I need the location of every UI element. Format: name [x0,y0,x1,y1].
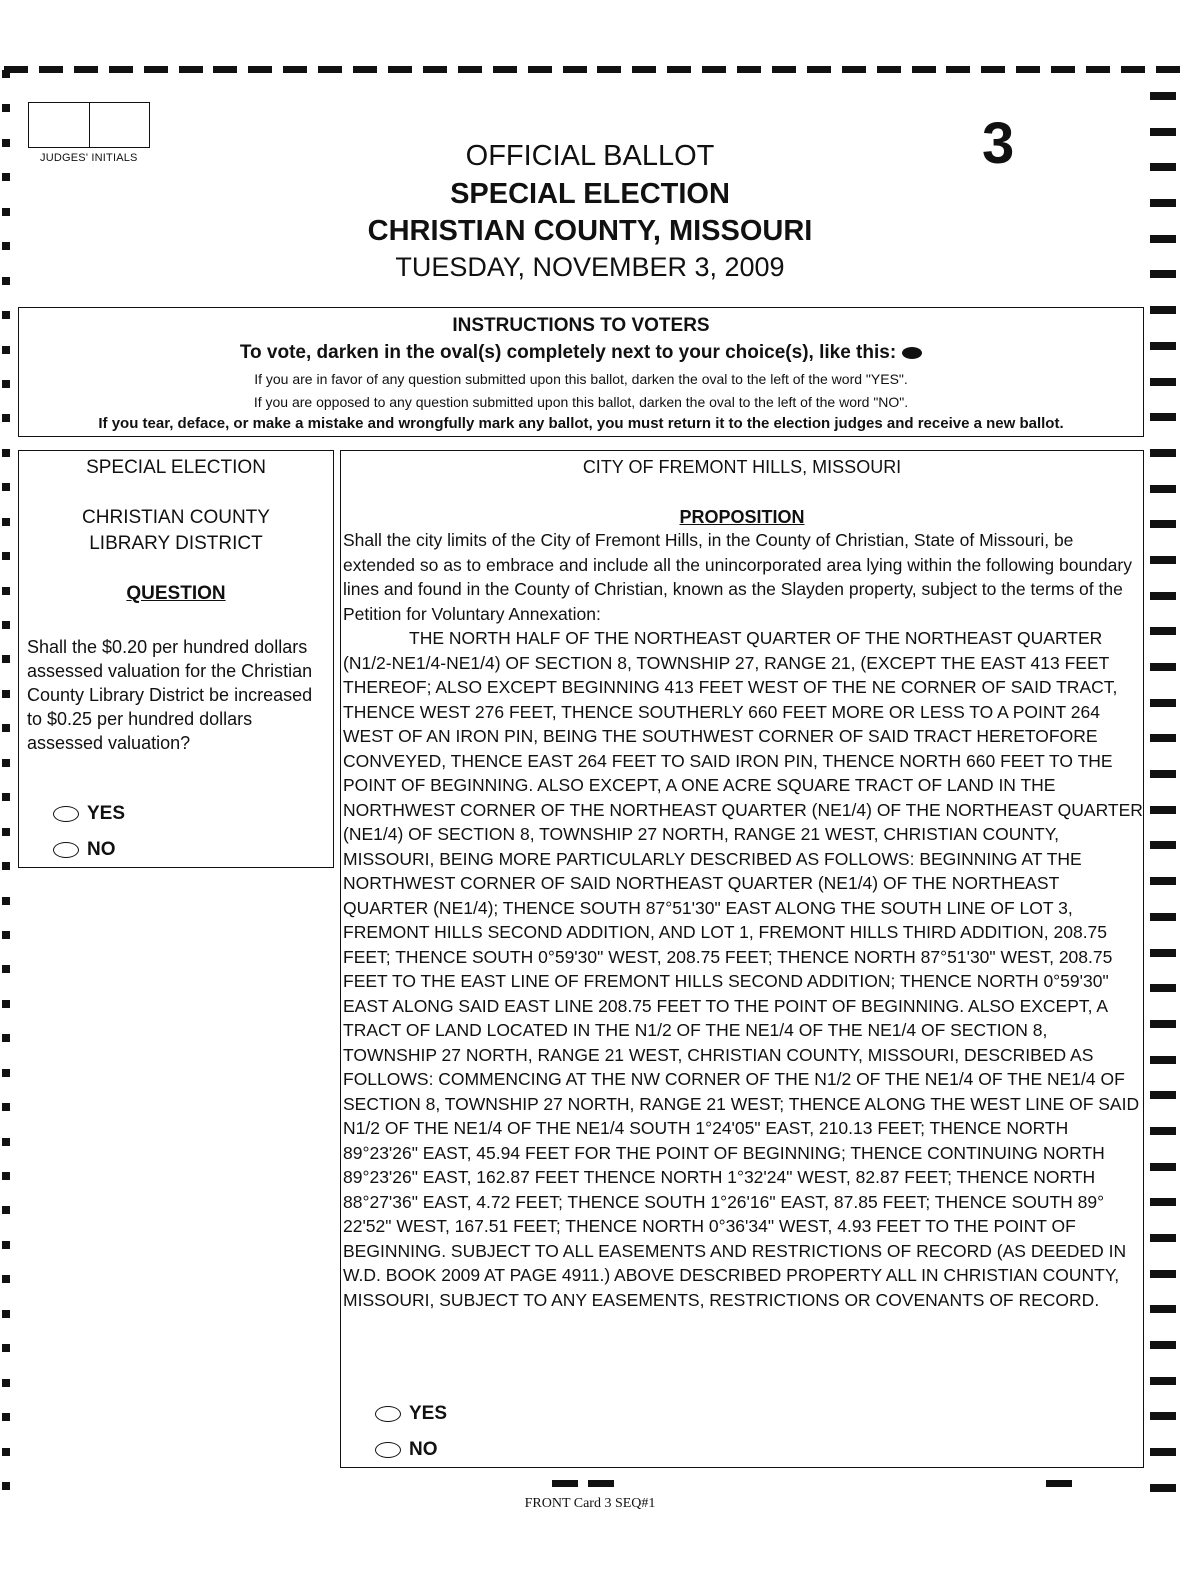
vote-oval-icon[interactable] [375,1406,401,1422]
timing-mark [1086,66,1110,73]
timing-mark [2,1000,10,1008]
timing-mark [2,1482,10,1490]
timing-mark [2,759,10,767]
timing-mark [2,208,10,216]
timing-mark [1150,235,1176,243]
timing-mark [2,1103,10,1111]
timing-mark [1150,520,1176,528]
timing-mark [2,655,10,663]
timing-mark [1150,485,1176,493]
vote-oval-icon[interactable] [53,806,79,822]
timing-mark [1150,1412,1176,1420]
footer-timing-mark [588,1480,614,1487]
instructions-main [19,342,1143,364]
timing-mark [807,66,831,73]
timing-mark [2,242,10,250]
timing-mark [1150,92,1176,100]
timing-mark [2,621,10,629]
timing-marks-left [2,70,12,1490]
footer-timing-mark [552,1480,578,1487]
timing-marks-right [1150,92,1180,1492]
timing-mark [2,414,10,422]
timing-mark [2,897,10,905]
footer-card-sequence: FRONT Card 3 SEQ#1 [524,1496,656,1511]
timing-mark [2,1413,10,1421]
right-contest-heading: CITY OF FREMONT HILLS, MISSOURI [582,457,902,477]
no-label: NO [87,839,116,860]
timing-mark [353,66,377,73]
timing-mark [1150,1484,1176,1492]
timing-mark [2,587,10,595]
timing-mark [1150,592,1176,600]
timing-mark [2,104,10,112]
filled-oval-example-icon [902,347,922,359]
timing-mark [179,66,203,73]
timing-mark [737,66,761,73]
timing-mark [2,1069,10,1077]
timing-mark [1150,1056,1176,1064]
timing-mark [388,66,412,73]
timing-mark [2,1448,10,1456]
header-date: TUESDAY, NOVEMBER 3, 2009 [395,252,785,282]
question-text: Shall the $0.20 per hundred dollars assessed valuation for the Christian County Library District be increased to $0.25 per hundred dollars assessed valuation? [27,637,313,753]
library-yes-option[interactable] [53,803,125,825]
timing-mark [1150,699,1176,707]
timing-mark [528,66,552,73]
timing-mark [1150,342,1176,350]
timing-mark [2,449,10,457]
instructions-title: INSTRUCTIONS TO VOTERS [452,315,710,336]
timing-mark [1150,1448,1176,1456]
instructions-main-text: To vote, darken in the oval(s) completely next to your choice(s), like this: [239,342,897,363]
timing-mark [283,66,307,73]
timing-mark [981,66,1005,73]
timing-mark [1150,913,1176,921]
timing-mark [702,66,726,73]
timing-mark [39,66,63,73]
legal-text: THE NORTH HALF OF THE NORTHEAST QUARTER OF THE NORTHEAST QUARTER (N1/2-NE1/4-NE1/4) OF SECTION 8, TOWNSHIP 27, RANGE 21, (EXCEPT THE EAST 413 FEET THEREOF; ALSO EXCEPT BEGINNING 413 FEET WEST OF THE NE CORNER OF SAID TRACT, THENCE WEST 276 FEET, THENCE SOUTHERLY 660 FEET MORE OR LESS TO A POINT 264 WEST OF AN IRON PIN, BEING THE SOUTHWEST CORNER OF SAID TRACT HERETOFORE CONVEYED, THENCE EAST 264 FEET TO SAID IRON PIN, THENCE NORTH 660 FEET TO THE POINT OF BEGINNING. ALSO EXCEPT, A ONE ACRE SQUARE TRACT OF LAND IN THE NORTHWEST CORNER OF THE NORTHEAST QUARTER (NE1/4) OF THE NORTHEAST QUARTER (NE1/4) OF SECTION 8, TOWNSHIP 27 NORTH, RANGE 21 WEST, CHRISTIAN COUNTY, MISSOURI, BEING MORE PARTICULARLY DESCRIBED AS FOLLOWS: BEGINNING AT THE NORTHWEST CORNER OF SAID NORTHEAST QUARTER (NE1/4) OF THE NORTHEAST QUARTER (NE1/4); THENCE SOUTH 87°51'30" EAST ALONG THE SOUTH LINE OF LOT 3, FREMONT HILLS SECOND ADDITION, AND LOT 1, FREMONT HILLS THIRD ADDITION, 208.75 FEET; THENCE SOUTH 0°59'30" WEST, 208.75 FEET; THENCE NORTH 87°51'30" WEST, 208.75 FEET TO THE EAST LINE OF FREMONT HILLS SECOND ADDITION; THENCE NORTH 0°59'30" EAST ALONG SAID EAST LINE 208.75 FEET TO THE POINT OF BEGINNING. ALSO EXCEPT, A TRACT OF LAND LOCATED IN THE N1/2 OF THE NE1/4 OF THE NE1/4 OF SECTION 8, TOWNSHIP 27 NORTH, RANGE 21 WEST, CHRISTIAN COUNTY, MISSOURI, DESCRIBED AS FOLLOWS: COMMENCING AT THE NW CORNER OF THE N1/2 OF THE NE1/4 OF THE NE1/4 OF SECTION 8, TOWNSHIP 27 NORTH, RANGE 21 WEST; THENCE ALONG THE WEST LINE OF SAID N1/2 OF THE NE1/4 OF THE NE1/4 SOUTH 1°24'05" EAST, 210.13 FEET; THENCE NORTH 89°23'26" EAST, 45.94 FEET FOR THE POINT OF BEGINNING; THENCE CONTINUING NORTH 89°23'26" EAST, 162.87 FEET THENCE NORTH 1°32'24" WEST, 82.87 FEET; THENCE NORTH 88°27'36" EAST, 4.72 FEET; THENCE SOUTH 1°26'16" EAST, 87.85 FEET; THENCE SOUTH 89° 22'52" WEST, 167.51 FEET; THENCE NORTH 0°36'34" WEST, 4.93 FEET TO THE POINT OF BEGINNING. SUBJECT TO ALL EASEMENTS AND RESTRICTIONS OF RECORD (AS DEEDED IN W.D. BOOK 2009 AT PAGE 4911.) ABOVE DESCRIBED PROPERTY ALL IN CHRISTIAN COUNTY, MISSOURI, SUBJECT TO ANY EASEMENTS, RESTRICTIONS OR COVENANTS OF RECORD. [343,628,1143,1310]
timing-mark [1150,734,1176,742]
timing-mark [2,1241,10,1249]
judges-initials-box[interactable] [28,102,150,148]
question-label: QUESTION [126,583,226,604]
timing-mark [1150,841,1176,849]
timing-mark [2,690,10,698]
timing-mark [1051,66,1075,73]
timing-mark [1156,66,1180,73]
timing-mark [2,931,10,939]
timing-mark [1121,66,1145,73]
timing-mark [1150,1270,1176,1278]
library-no-option[interactable] [53,839,116,861]
timing-mark [1150,556,1176,564]
instructions-mistake-line: If you tear, deface, or make a mistake and wrongfully mark any ballot, you must return it to the election judges and receive a new ballot. [98,415,1064,432]
instructions-box [18,307,1144,437]
timing-mark [2,1172,10,1180]
timing-mark [1016,66,1040,73]
judge-initial-cell-2[interactable] [89,103,150,147]
proposition-legal-description [343,626,1143,1312]
timing-mark [2,1379,10,1387]
timing-mark [2,483,10,491]
timing-mark [1150,627,1176,635]
timing-mark [213,66,237,73]
timing-mark [877,66,901,73]
timing-mark [2,311,10,319]
timing-mark [248,66,272,73]
header-official-ballot: OFFICIAL BALLOT [465,140,715,172]
timing-mark [1150,1234,1176,1242]
timing-mark [1150,806,1176,814]
proposition-yes-option[interactable] [375,1403,447,1425]
timing-mark [2,173,10,181]
timing-mark [2,965,10,973]
vote-oval-icon[interactable] [53,842,79,858]
timing-mark [318,66,342,73]
timing-mark [144,66,168,73]
timing-mark [1150,877,1176,885]
yes-label: YES [87,803,126,824]
timing-mark [1150,128,1176,136]
timing-mark [1150,413,1176,421]
judges-initials-label: JUDGES' INITIALS [40,152,138,164]
yes-label: YES [409,1403,448,1424]
timing-mark [1150,199,1176,207]
timing-mark [2,1034,10,1042]
proposition-intro: Shall the city limits of the City of Fremont Hills, in the County of Christian, State of Missouri, be extended so as to embrace and include all the unincorporated area lying within the following boundary lines and found in the County of Christian, known as the Slayden property, subject to the terms of the Petition for Voluntary Annexation: [343,530,1132,624]
judge-initial-cell-1[interactable] [29,103,89,147]
timing-mark [912,66,936,73]
header-county: CHRISTIAN COUNTY, MISSOURI [367,215,813,247]
timing-mark [946,66,970,73]
timing-mark [1150,949,1176,957]
timing-mark [2,1310,10,1318]
district-name-line1: CHRISTIAN COUNTY [82,507,270,528]
timing-mark [1150,1198,1176,1206]
timing-mark [109,66,133,73]
timing-mark [2,277,10,285]
timing-mark [597,66,621,73]
timing-mark [2,139,10,147]
timing-mark [1150,1127,1176,1135]
timing-mark [1150,270,1176,278]
timing-mark [1150,1377,1176,1385]
timing-mark [1150,378,1176,386]
timing-mark [458,66,482,73]
timing-mark [1150,163,1176,171]
ballot-number: 3 [982,111,1015,176]
timing-mark [2,552,10,560]
timing-mark [1150,663,1176,671]
timing-mark [2,1138,10,1146]
instructions-yes-line: If you are in favor of any question submitted upon this ballot, darken the oval to the left of the word "YES". [254,371,908,387]
timing-mark [2,70,10,78]
timing-mark [1150,770,1176,778]
timing-mark [563,66,587,73]
timing-mark [2,862,10,870]
timing-mark [1150,306,1176,314]
proposition-label: PROPOSITION [679,507,805,527]
timing-mark [1150,1091,1176,1099]
timing-mark [632,66,656,73]
timing-marks-top [4,64,1180,74]
vote-oval-icon[interactable] [375,1442,401,1458]
proposition-no-option[interactable] [375,1439,438,1461]
timing-mark [423,66,447,73]
timing-mark [2,1275,10,1283]
timing-mark [667,66,691,73]
timing-mark [2,828,10,836]
timing-mark [1150,1163,1176,1171]
instructions-no-line: If you are opposed to any question submitted upon this ballot, darken the oval to the left of the word "NO". [253,394,909,410]
timing-mark [493,66,517,73]
timing-mark [2,724,10,732]
timing-mark [842,66,866,73]
header-special-election: SPECIAL ELECTION [450,178,730,210]
timing-mark [2,380,10,388]
timing-mark [2,346,10,354]
district-name-line2: LIBRARY DISTRICT [89,533,263,554]
timing-mark [2,793,10,801]
no-label: NO [409,1439,438,1460]
timing-mark [772,66,796,73]
timing-mark [2,1206,10,1214]
timing-mark [2,518,10,526]
timing-mark [74,66,98,73]
timing-mark [1150,1020,1176,1028]
timing-mark [1150,449,1176,457]
library-district-contest [18,450,334,868]
timing-mark [1150,1341,1176,1349]
timing-mark [2,1344,10,1352]
timing-mark [1150,984,1176,992]
left-contest-heading: SPECIAL ELECTION [86,457,266,478]
fremont-hills-contest [340,450,1144,1468]
footer-timing-mark [1046,1480,1072,1487]
timing-mark [1150,1305,1176,1313]
